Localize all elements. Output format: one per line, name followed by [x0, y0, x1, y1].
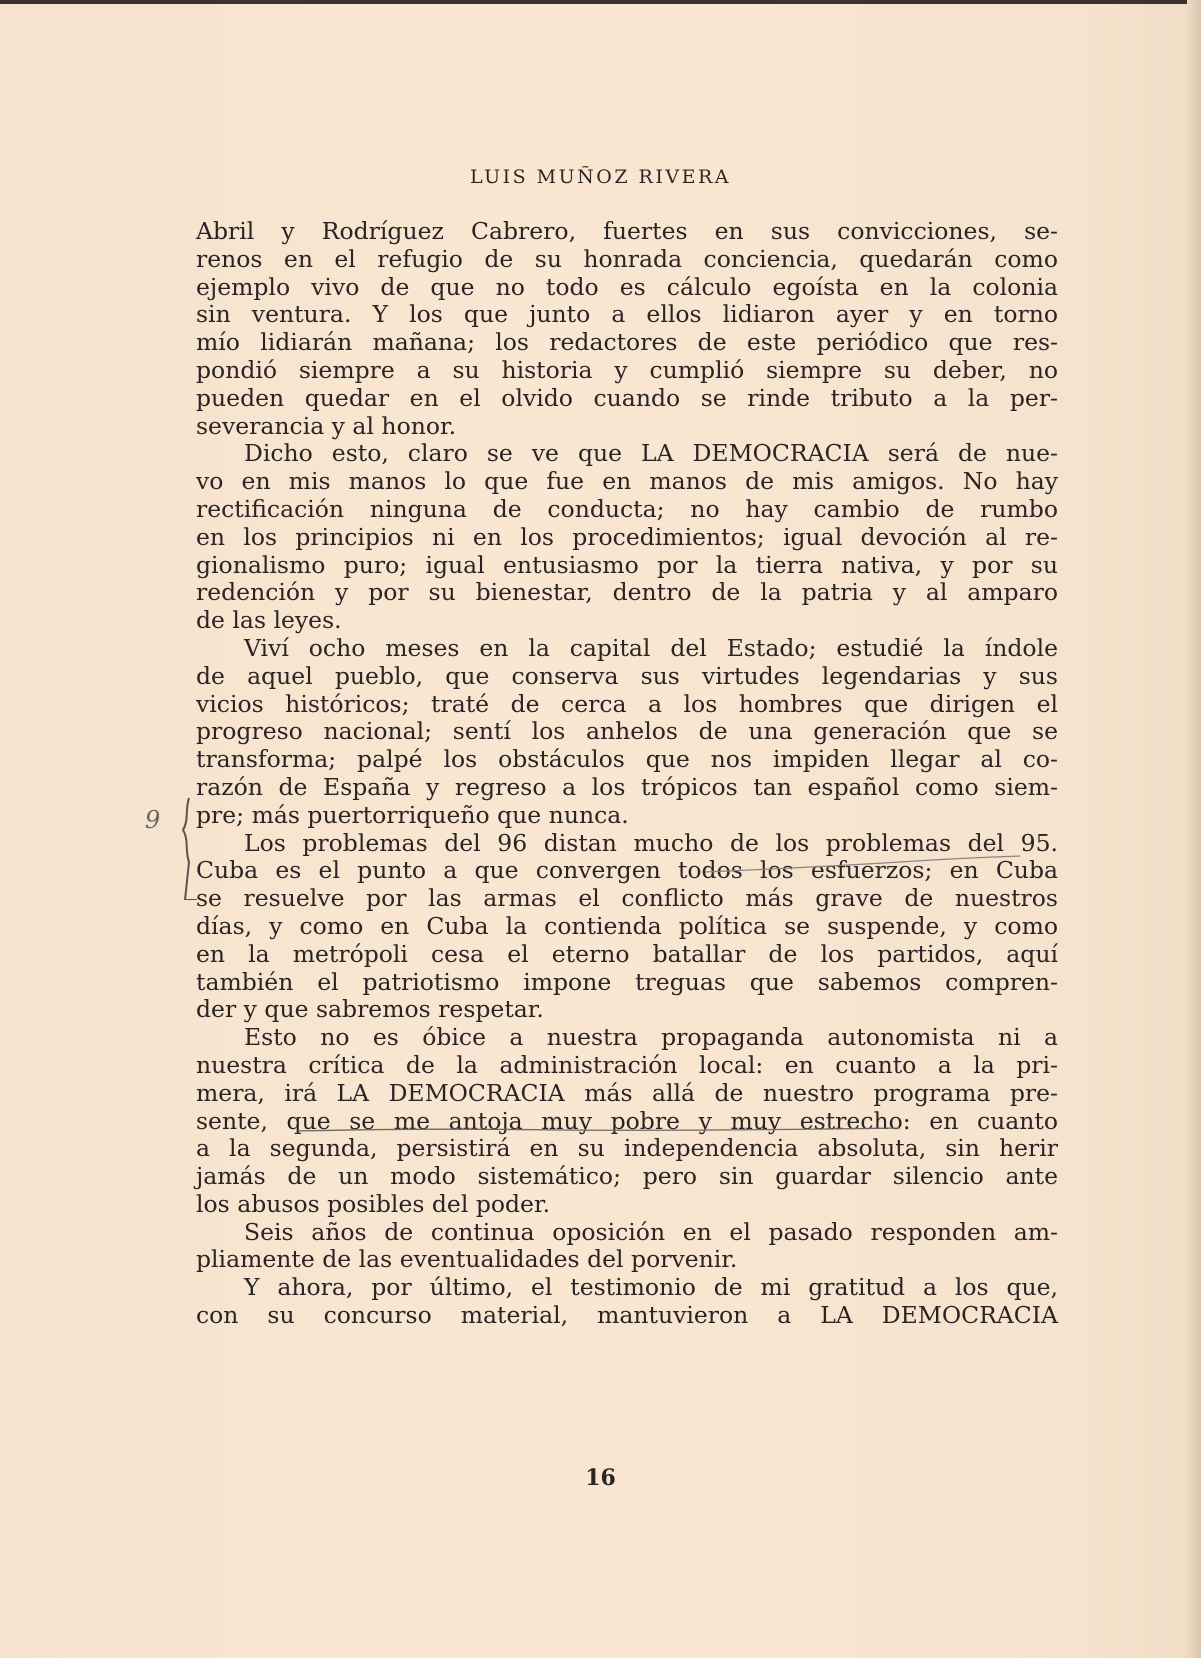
body-text [196, 218, 1058, 1330]
text-line: severancia y al honor. [196, 411, 457, 440]
text-line: nuestra crítica de la administración local: en cuanto a la pri- [196, 1050, 1058, 1079]
text-line: jamás de un modo sistemático; pero sin guardar silencio ante [196, 1162, 1058, 1191]
text-line: mío lidiarán mañana; los redactores de este periódico que res- [196, 328, 1058, 357]
text-line: en los principios ni en los procedimientos; igual devoción al re- [196, 522, 1058, 551]
page-top-edge [0, 0, 1201, 4]
margin-note: 9 [145, 806, 161, 834]
text-line: Viví ocho meses en la capital del Estado; estudié la índole [244, 633, 1058, 662]
text-line: Los problemas del 96 distan mucho de los problemas del 95. [244, 828, 1058, 857]
text-line: vicios históricos; traté de cerca a los hombres que dirigen el [196, 689, 1058, 718]
text-line: Esto no es óbice a nuestra propaganda autonomista ni a [244, 1023, 1058, 1052]
page-right-edge [1187, 0, 1201, 1658]
text-line: vo en mis manos lo que fue en manos de mis amigos. No hay [196, 467, 1058, 496]
text-line: sin ventura. Y los que junto a ellos lidiaron ayer y en torno [196, 300, 1058, 329]
text-line: redención y por su bienestar, dentro de la patria y al amparo [196, 578, 1058, 607]
text-line: los abusos posibles del poder. [196, 1189, 551, 1218]
text-line: de aquel pueblo, que conserva sus virtudes legendarias y sus [196, 661, 1058, 690]
running-head: LUIS MUÑOZ RIVERA [470, 166, 731, 188]
text-line: Cuba es el punto a que convergen todos los esfuerzos; en Cuba [196, 856, 1058, 885]
text-line: sente, que se me antoja muy pobre y muy estrecho: en cuanto [196, 1106, 1058, 1135]
text-line: a la segunda, persistirá en su independencia absoluta, sin herir [196, 1134, 1058, 1163]
text-line: mera, irá LA DEMOCRACIA más allá de nuestro programa pre- [196, 1078, 1058, 1107]
text-line: pondió siempre a su historia y cumplió siempre su deber, no [196, 355, 1058, 384]
text-line: Abril y Rodríguez Cabrero, fuertes en sus convicciones, se- [196, 217, 1058, 245]
text-line: pliamente de las eventualidades del porvenir. [196, 1245, 738, 1274]
page-number: 16 [585, 1465, 616, 1491]
margin-bracket-annotation [145, 790, 205, 900]
text-line: progreso nacional; sentí los anhelos de una generación que se [196, 717, 1058, 746]
text-line: gionalismo puro; igual entusiasmo por la tierra nativa, y por su [196, 550, 1058, 579]
text-line: transforma; palpé los obstáculos que nos impiden llegar al co- [196, 745, 1058, 774]
text-line: en la metrópoli cesa el eterno batallar de los partidos, aquí [196, 939, 1058, 968]
text-line: días, y como en Cuba la contienda política se suspende, y como [196, 911, 1058, 940]
text-line: Y ahora, por último, el testimonio de mi gratitud a los que, [244, 1273, 1058, 1302]
text-line: Seis años de continua oposición en el pasado responden am- [244, 1217, 1058, 1246]
text-line: pueden quedar en el olvido cuando se rinde tributo a la per- [196, 383, 1058, 412]
text-line: renos en el refugio de su honrada conciencia, quedarán como [196, 244, 1058, 273]
text-line: razón de España y regreso a los trópicos tan español como siem- [196, 772, 1058, 801]
text-line: rectificación ninguna de conducta; no hay cambio de rumbo [196, 494, 1058, 523]
text-line: también el patriotismo impone treguas que sabemos compren- [196, 967, 1058, 996]
text-line: con su concurso material, mantuvieron a LA DEMOCRACIA [196, 1301, 1058, 1330]
text-line: Dicho esto, claro se ve que LA DEMOCRACIA será de nue- [244, 439, 1058, 468]
text-line: ejemplo vivo de que no todo es cálculo egoísta en la colonia [196, 272, 1058, 301]
text-line: der y que sabremos respetar. [196, 995, 544, 1024]
text-line: se resuelve por las armas el conflicto más grave de nuestros [196, 884, 1058, 913]
text-line: de las leyes. [196, 606, 342, 635]
text-line: pre; más puertorriqueño que nunca. [196, 800, 629, 829]
